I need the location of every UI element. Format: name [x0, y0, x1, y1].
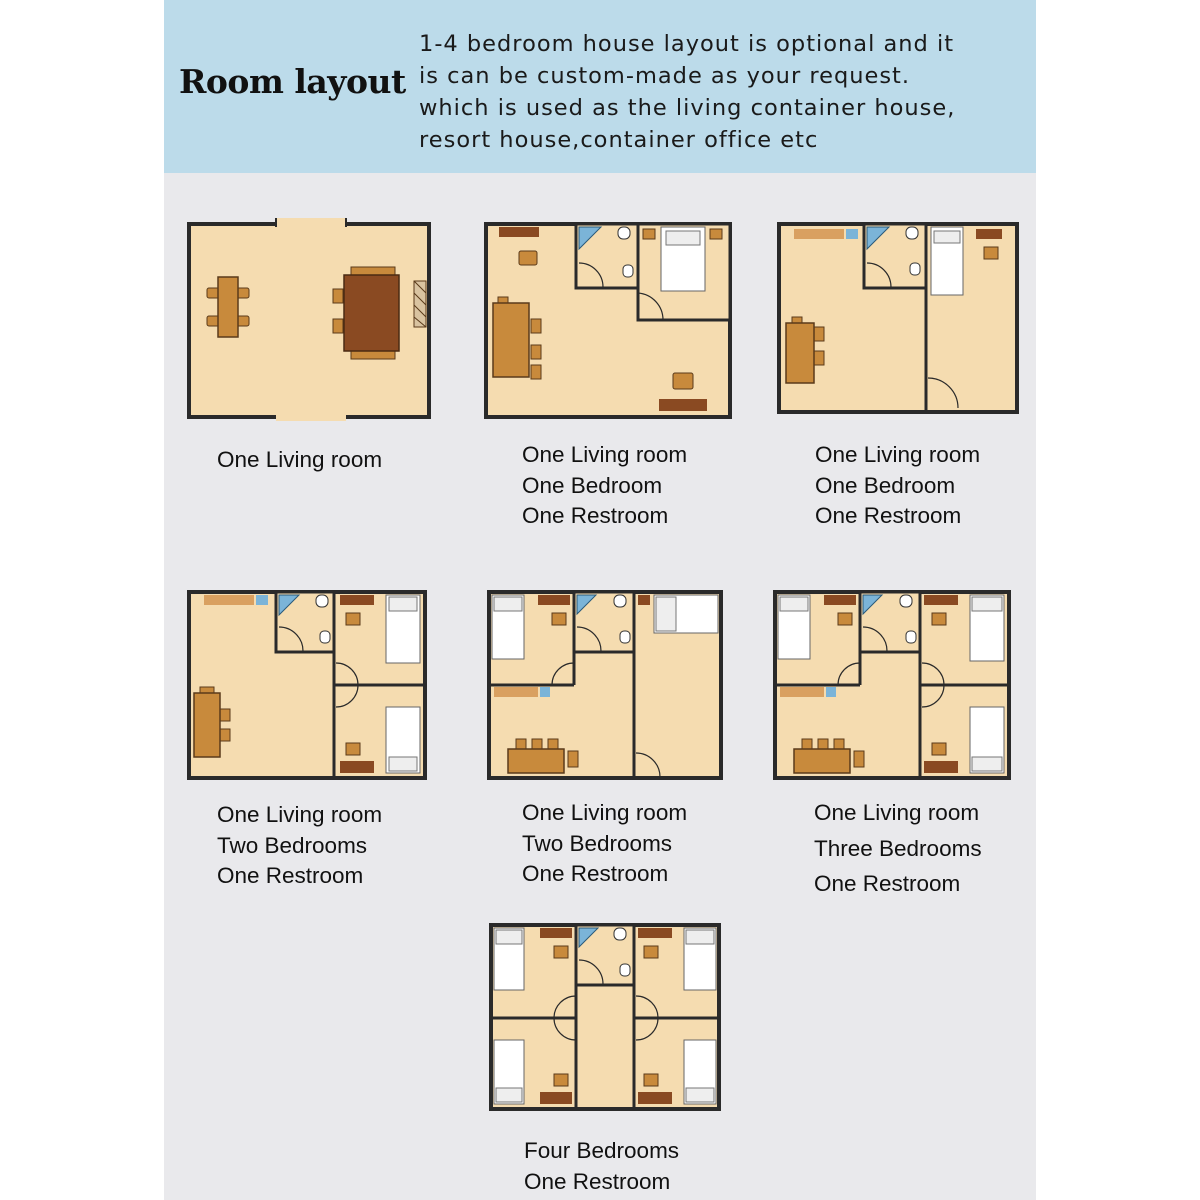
- layout-caption-5: [522, 798, 687, 890]
- description-line: is can be custom-made as your request.: [419, 63, 911, 89]
- caption-line: One Restroom: [522, 503, 669, 528]
- caption-line: One Restroom: [814, 871, 961, 896]
- floor-plan-5: [486, 583, 724, 783]
- caption-line: One Restroom: [815, 503, 962, 528]
- caption-line: Two Bedrooms: [522, 830, 673, 856]
- layout-caption-7: [524, 1136, 679, 1197]
- header-description: [419, 28, 1029, 156]
- floor-plan-1: [186, 215, 432, 426]
- layout-caption-2: [522, 440, 687, 532]
- caption-line: One Living room: [522, 800, 688, 825]
- caption-line: One Living room: [814, 800, 980, 825]
- caption-line: Two Bedrooms: [217, 832, 368, 858]
- caption-line: One Restroom: [524, 1168, 671, 1194]
- layout-caption-4: [217, 800, 382, 892]
- caption-line: One Living room: [815, 442, 981, 467]
- caption-line: One Living room: [217, 447, 383, 472]
- description-line: 1-4 bedroom house layout is optional and it: [419, 31, 955, 57]
- caption-line: One Living room: [217, 802, 383, 827]
- caption-line: Three Bedrooms: [814, 835, 982, 861]
- caption-line: One Bedroom: [522, 472, 663, 498]
- floor-plan-2: [483, 213, 733, 424]
- floor-plan-6: [772, 583, 1012, 783]
- caption-line: One Restroom: [217, 863, 364, 888]
- layout-caption-3: [815, 440, 980, 532]
- caption-line: Four Bedrooms: [524, 1138, 680, 1163]
- layout-caption-6: [814, 795, 982, 902]
- caption-line: One Restroom: [522, 861, 669, 886]
- description-line: which is used as the living container house,: [419, 95, 956, 121]
- floor-plan-4: [186, 583, 428, 783]
- layout-caption-1: [217, 445, 382, 476]
- caption-line: One Bedroom: [815, 472, 956, 498]
- description-line: resort house,container office etc: [419, 127, 819, 153]
- floor-plan-7: [488, 916, 722, 1114]
- caption-line: One Living room: [522, 442, 688, 467]
- floor-plan-3: [776, 213, 1020, 422]
- page-title: Room layout: [179, 62, 406, 101]
